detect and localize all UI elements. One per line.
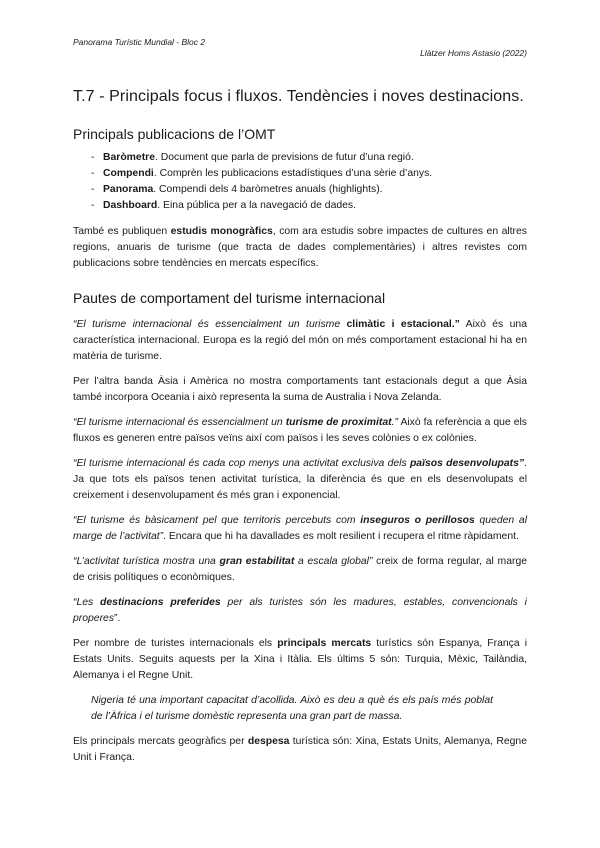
list-item-desc: . Document que parla de previsions de futur d’una regió. bbox=[154, 152, 414, 163]
italic-run: per als turistes són les madures, estables, convencionals i properes bbox=[73, 597, 527, 624]
list-item-term: Panorama bbox=[103, 184, 154, 195]
italic-run: “El turisme és bàsicament pel que territoris percebuts com bbox=[73, 515, 361, 526]
italic-run: queden al marge de l’activitat” bbox=[73, 515, 528, 542]
italic-run: “El turisme internacional és essencialment un bbox=[73, 417, 286, 428]
list-item-desc: . Compendi dels 4 baròmetres anuals (highlights). bbox=[153, 184, 383, 195]
text-run: , com ara estudis sobre impactes de cultures en altres regions, anuaris de turisme (que tracta de dades complementàries) i altres revistes com publicacions sobre tendències en mercats específics. bbox=[73, 226, 527, 269]
list-item-term: Compendi bbox=[103, 168, 154, 179]
list-item bbox=[91, 166, 527, 182]
paragraph-markets bbox=[73, 636, 527, 684]
section-heading-publications: Principals publicacions de l’OMT bbox=[73, 126, 276, 142]
header-left: Panorama Turístic Mundial - Bloc 2 bbox=[73, 37, 206, 47]
text-run: creix de forma regular, al marge de crisis polítiques o econòmiques. bbox=[73, 556, 528, 583]
bold-run: estudis monogràfics bbox=[170, 226, 273, 237]
paragraph-monographs bbox=[73, 224, 527, 272]
italic-run: “L’activitat turística mostra una bbox=[73, 556, 220, 567]
text-run: . Ja que tots els països tenen activitat turística, la diferència és que en els desenvolupats el creixement i desenvolupament és més gran i exponencial. bbox=[73, 458, 527, 501]
paragraph-spending bbox=[73, 734, 527, 766]
text-run: turística són: Xina, Estats Units, Alemanya, Regne Unit i França. bbox=[73, 736, 527, 763]
italic-run: “Les bbox=[73, 597, 101, 608]
bold-run: climàtic i estacional.” bbox=[346, 319, 460, 330]
italic-run: “El turisme internacional és cada cop menys una activitat exclusiva dels bbox=[73, 458, 410, 469]
paragraph-proximity bbox=[73, 415, 527, 447]
bold-italic-run: gran estabilitat bbox=[219, 556, 295, 567]
list-item bbox=[91, 150, 527, 166]
italic-run: a escala global” bbox=[294, 556, 373, 567]
content bbox=[73, 88, 527, 775]
list-item-desc: . Eina pública per a la navegació de dades. bbox=[157, 200, 356, 211]
paragraph-developed bbox=[73, 456, 527, 504]
paragraph-asia-america: Per l’altra banda Àsia i Amèrica no mostra comportaments tant estacionals degut a que Àsia també incorpora Oceania i això representa la suma de Australia i Nova Zelanda. bbox=[73, 376, 527, 403]
section-heading-patterns: Pautes de comportament del turisme internacional bbox=[73, 290, 386, 306]
bold-italic-run: països desenvolupats” bbox=[409, 458, 525, 469]
text-run: Per nombre de turistes internacionals els bbox=[73, 638, 278, 649]
bold-italic-run: inseguros o perillosos bbox=[360, 515, 475, 526]
publications-list bbox=[73, 150, 527, 214]
text-run: . Encara que hi ha davallades es molt resilient i recupera el ritme ràpidament. bbox=[163, 531, 519, 542]
text-run: ”. bbox=[114, 613, 121, 624]
list-item bbox=[91, 182, 527, 198]
text-run: Això és una característica internacional. Europa es la regió del món on més comportament estacional hi ha en matèria de turisme. bbox=[73, 319, 527, 362]
italic-run: “El turisme internacional és essencialment un turisme bbox=[73, 319, 347, 330]
list-item-term: Baròmetre bbox=[103, 152, 155, 163]
quote-nigeria: Nigeria té una important capacitat d’acollida. Això es deu a què és els país més poblat de l’Àfrica i el turisme domèstic representa una gran part de massa. bbox=[91, 695, 493, 722]
paragraph-stability bbox=[73, 554, 527, 586]
bold-italic-run: destinacions preferides bbox=[100, 597, 221, 608]
bold-run: principals mercats bbox=[277, 638, 372, 649]
list-item-desc: . Comprèn les publicacions estadístiques d’una sèrie d’anys. bbox=[153, 168, 433, 179]
paragraph-climatic bbox=[73, 317, 527, 365]
list-item bbox=[91, 198, 527, 214]
paragraph-preferred bbox=[73, 595, 527, 627]
bold-italic-run: turisme de proximitat bbox=[285, 417, 392, 428]
text-run: Això fa referència a que els fluxos es generen entre països veïns així com països i les seves colònies o ex colònies. bbox=[73, 417, 527, 444]
page-title: T.7 - Principals focus i fluxos. Tendències i noves destinacions. bbox=[73, 88, 524, 105]
paragraph-safety bbox=[73, 513, 527, 545]
bold-run: despesa bbox=[247, 736, 290, 747]
text-run: turístics són Espanya, França i Estats Units. Seguits aquests per la Xina i Itàlia. Els últims 5 són: Turquia, Mèxic, Tailàndia, Alemanya i el Regne Unit. bbox=[73, 638, 528, 681]
italic-run: .” bbox=[391, 417, 398, 428]
header-right: Llàtzer Homs Astasio (2022) bbox=[420, 48, 527, 58]
text-run: També es publiquen bbox=[73, 226, 171, 237]
list-item-term: Dashboard bbox=[103, 200, 158, 211]
text-run: Els principals mercats geogràfics per bbox=[73, 736, 248, 747]
